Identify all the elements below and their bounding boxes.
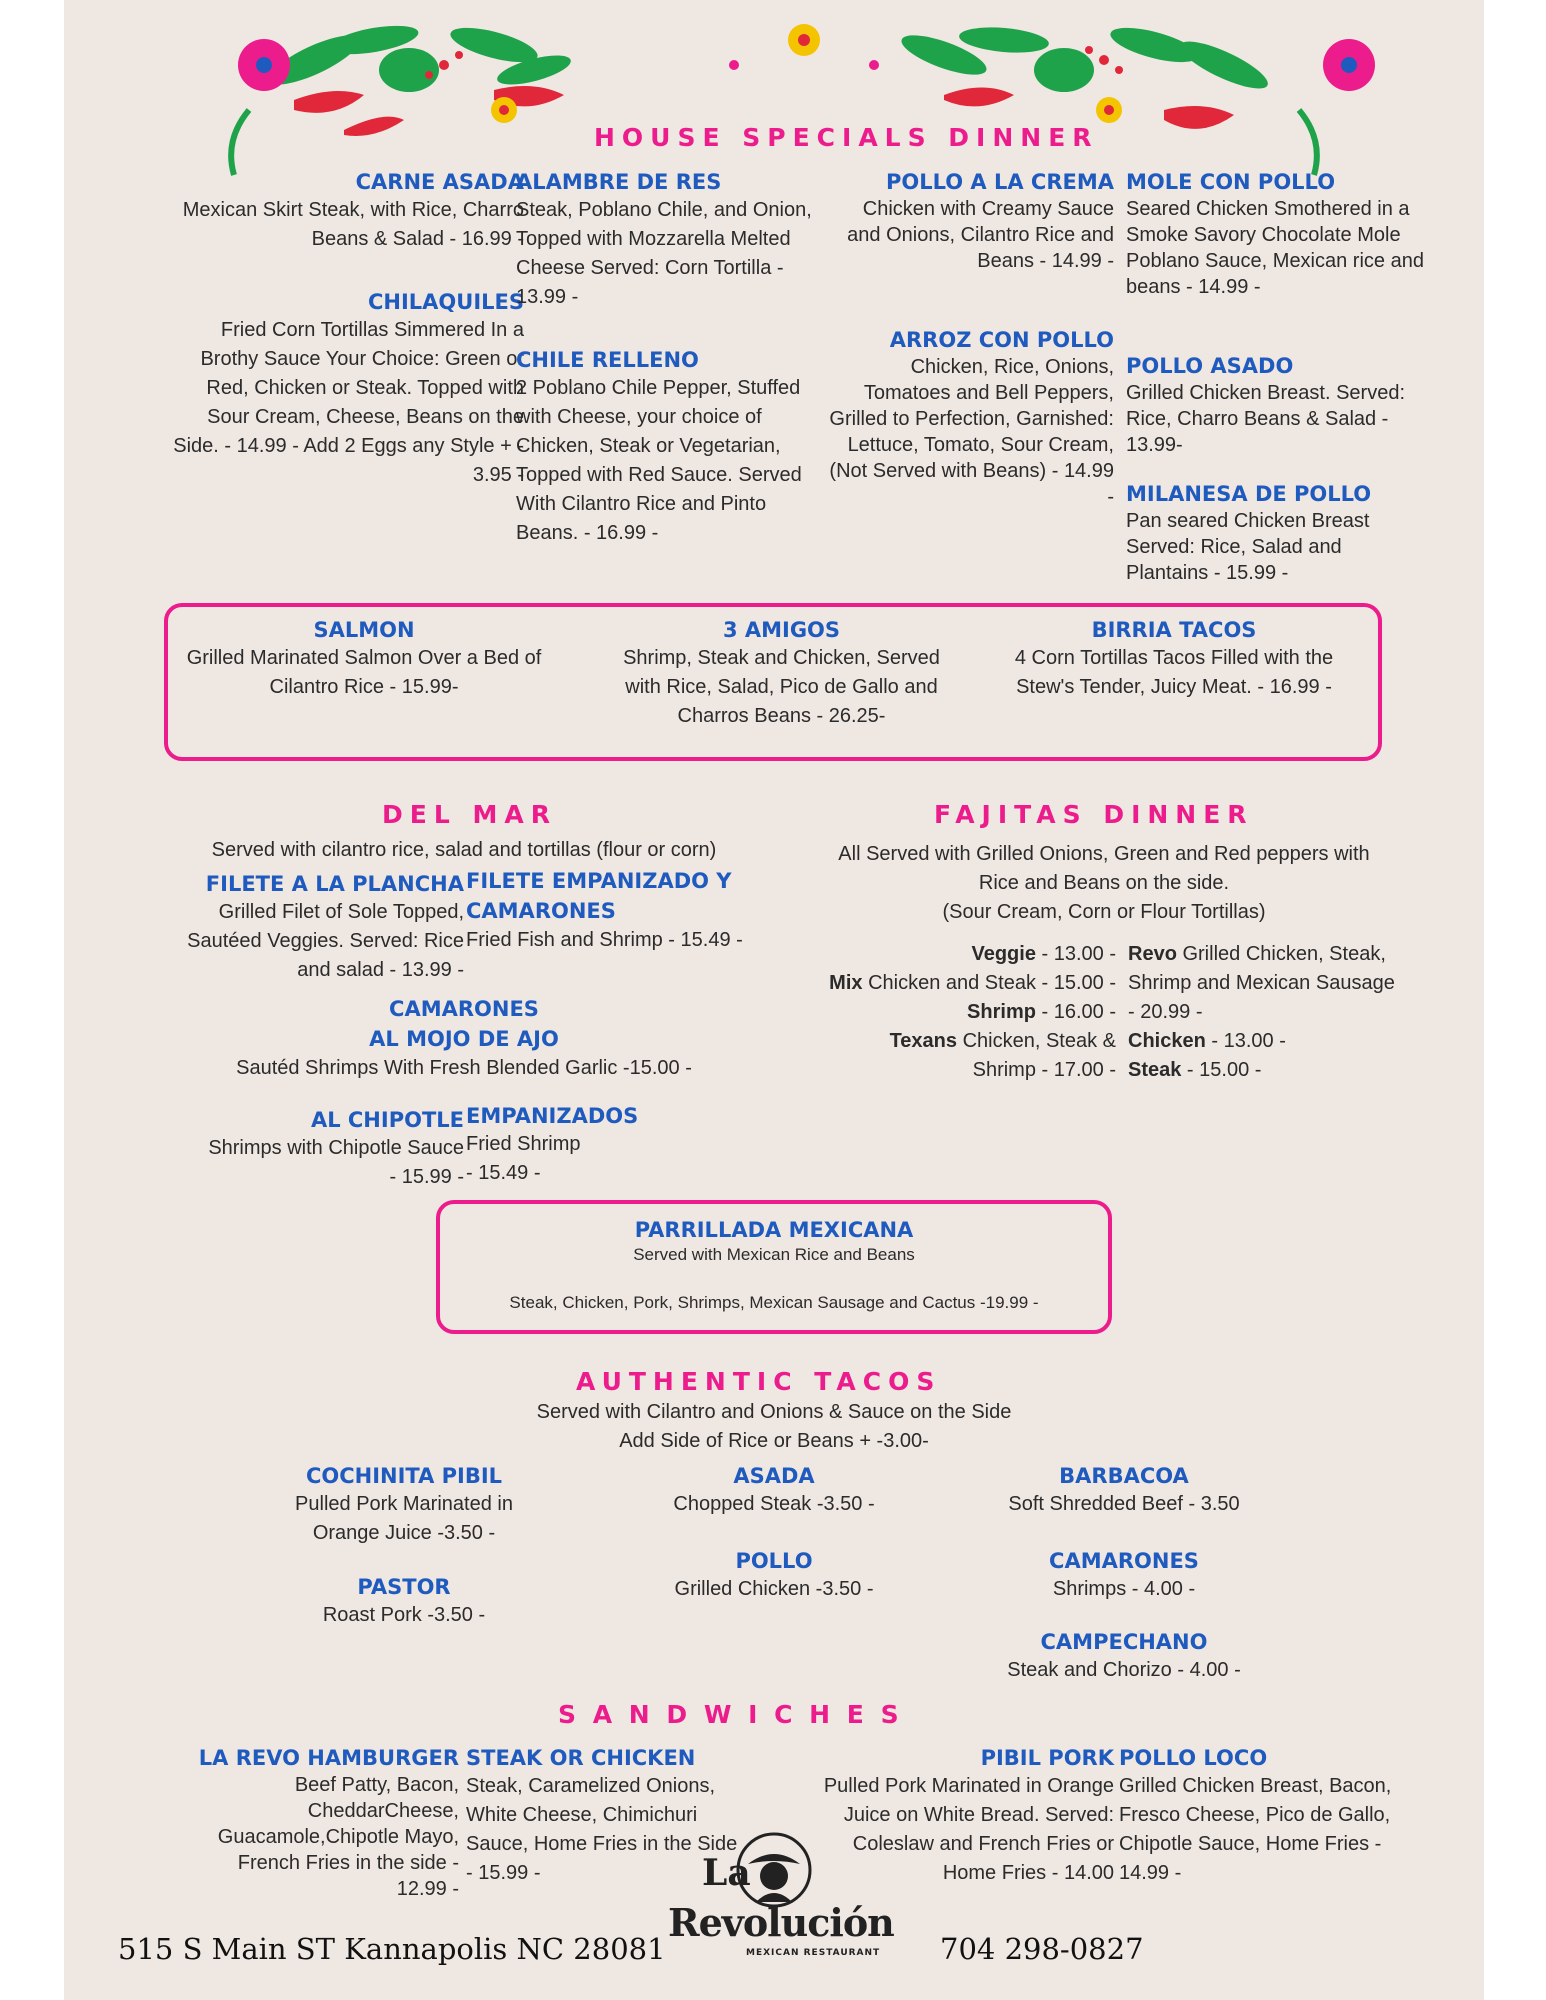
empanizados-name: EMPANIZADOS xyxy=(466,1104,639,1128)
logo-la-text: La xyxy=(702,1852,751,1894)
parrillada-name: PARRILLADA MEXICANA xyxy=(634,1218,914,1242)
salmon-name: SALMON xyxy=(313,618,415,642)
fajita-texans-name: Texans xyxy=(889,1030,958,1052)
fajitas-right-list xyxy=(1128,940,1428,1085)
taco-pastor-name: PASTOR xyxy=(357,1575,451,1599)
birria-desc: 4 Corn Tortillas Tacos Filled with the Stew's Tender, Juicy Meat. - 16.99 - xyxy=(1014,647,1334,698)
fajita-chicken xyxy=(1128,1027,1428,1056)
taco-camarones xyxy=(984,1547,1264,1604)
sandwich-hamburger-name: LA REVO HAMBURGER xyxy=(198,1746,459,1770)
birria-item xyxy=(1004,616,1344,702)
fajita-shrimp-name: Shrimp xyxy=(967,1001,1036,1023)
sandwich-hamburger xyxy=(184,1744,459,1902)
fajita-shrimp xyxy=(804,998,1116,1027)
taco-campechano-desc: Steak and Chorizo - 4.00 - xyxy=(1007,1659,1241,1681)
chile-relleno-item xyxy=(516,346,826,548)
chipotle-desc2: - 15.99 - xyxy=(389,1166,464,1188)
fajita-revo xyxy=(1128,940,1428,969)
carne-asada-item xyxy=(164,168,524,254)
fajita-chicken-price: - 13.00 - xyxy=(1205,1030,1286,1052)
footer-phone: 704 298-0827 xyxy=(940,1932,1144,1966)
fajitas-title: FAJITAS DINNER xyxy=(934,800,1254,829)
camarones-mojo-desc: Sautéd Shrimps With Fresh Blended Garlic -15.00 - xyxy=(236,1057,692,1079)
fajitas-intro-1: All Served with Grilled Onions, Green and Red peppers with xyxy=(838,843,1370,865)
fajita-revo-name: Revo xyxy=(1128,943,1177,965)
pollo-crema-item xyxy=(834,168,1114,274)
pollo-crema-name: POLLO A LA CREMA xyxy=(885,170,1114,194)
taco-pastor-desc: Roast Pork -3.50 - xyxy=(322,1604,486,1626)
filete-empanizado-desc: Fried Fish and Shrimp - 15.49 - xyxy=(466,929,743,951)
fajita-mix-name: Mix xyxy=(829,972,863,994)
taco-barbacoa-name: BARBACOA xyxy=(1059,1464,1189,1488)
fajita-texans xyxy=(804,1027,1116,1056)
parrillada-sub: Served with Mexican Rice and Beans xyxy=(633,1245,915,1264)
taco-pollo xyxy=(634,1547,914,1604)
amigos-item xyxy=(609,616,954,731)
arroz-pollo-item xyxy=(824,326,1114,510)
camarones-mojo-name2: AL MOJO DE AJO xyxy=(369,1027,559,1051)
sandwich-loco xyxy=(1119,1744,1409,1888)
logo-name-text: Revolución xyxy=(668,1900,894,1945)
chipotle-name: AL CHIPOTLE xyxy=(310,1108,464,1132)
salmon-desc: Grilled Marinated Salmon Over a Bed of Cilantro Rice - 15.99- xyxy=(186,647,542,698)
fajitas-intro xyxy=(784,840,1424,927)
empanizados-desc2: - 15.49 - xyxy=(466,1162,541,1184)
taco-camarones-name: CAMARONES xyxy=(1049,1549,1199,1573)
pollo-crema-desc: Chicken with Creamy Sauce and Onions, Cilantro Rice and Beans - 14.99 - xyxy=(847,198,1114,272)
fajita-steak-price: - 15.00 - xyxy=(1181,1059,1262,1081)
filete-empanizado-name: FILETE EMPANIZADO Y CAMARONES xyxy=(466,869,732,923)
fajita-veggie-price: - 13.00 - xyxy=(1035,943,1116,965)
taco-cochinita-desc1: Pulled Pork Marinated in xyxy=(295,1493,513,1515)
empanizados-desc1: Fried Shrimp xyxy=(466,1133,581,1155)
fajita-texans-line2: Shrimp - 17.00 - xyxy=(972,1059,1116,1081)
chipotle-desc1: Shrimps with Chipotle Sauce xyxy=(208,1137,464,1159)
filete-plancha-desc: Grilled Filet of Sole Topped, Sautéed Veggies. Served: Rice and salad - 13.99 - xyxy=(187,901,464,981)
taco-pastor xyxy=(264,1573,544,1630)
tacos-intro-2: Add Side of Rice or Beans + -3.00- xyxy=(619,1430,929,1452)
taco-pollo-desc: Grilled Chicken -3.50 - xyxy=(674,1578,874,1600)
arroz-pollo-name: ARROZ CON POLLO xyxy=(889,328,1114,352)
arroz-pollo-desc: Chicken, Rice, Onions, Tomatoes and Bell Peppers, Grilled to Perfection, Garnished: Lettuce, Tomato, Sour Cream, (Not Served with Beans) - 14.99 - xyxy=(829,356,1114,508)
camarones-mojo-item xyxy=(184,994,744,1083)
mole-name: MOLE CON POLLO xyxy=(1126,170,1336,194)
fajita-revo-line3: - 20.99 - xyxy=(1128,1001,1203,1023)
alambre-item xyxy=(516,168,821,312)
pollo-asado-name: POLLO ASADO xyxy=(1126,354,1294,378)
chilaquiles-name: CHILAQUILES xyxy=(367,290,524,314)
tacos-intro-1: Served with Cilantro and Onions & Sauce on the Side xyxy=(536,1401,1012,1423)
taco-asada-desc: Chopped Steak -3.50 - xyxy=(673,1493,875,1515)
house-specials-title: HOUSE SPECIALS DINNER xyxy=(594,123,1099,152)
fajita-veggie xyxy=(804,940,1116,969)
fajitas-intro-3: (Sour Cream, Corn or Flour Tortillas) xyxy=(942,901,1266,923)
filete-empanizado-item xyxy=(466,866,756,955)
sandwich-steak-desc: Steak, Caramelized Onions, White Cheese, Chimichuri Sauce, Home Fries in the Side - 15.99 - xyxy=(466,1775,738,1884)
taco-asada-name: ASADA xyxy=(733,1464,815,1488)
chipotle-item xyxy=(164,1106,464,1192)
sandwich-pibil-desc: Pulled Pork Marinated in Orange Juice on White Bread. Served: Coleslaw and French Fries or Home Fries - 14.00 xyxy=(823,1775,1114,1884)
fajitas-left-list xyxy=(804,940,1116,1085)
del-mar-intro: Served with cilantro rice, salad and tortillas (flour or corn) xyxy=(211,839,717,861)
mole-item xyxy=(1126,168,1426,300)
alambre-name: ALAMBRE DE RES xyxy=(516,170,722,194)
fajita-revo-desc1: Grilled Chicken, Steak, xyxy=(1176,943,1386,965)
tacos-title: AUTHENTIC TACOS xyxy=(576,1367,942,1396)
sandwich-steak-name: STEAK OR CHICKEN xyxy=(466,1746,696,1770)
del-mar-title: DEL MAR xyxy=(382,800,557,829)
milanesa-name: MILANESA DE POLLO xyxy=(1126,482,1372,506)
empanizados-item xyxy=(466,1102,726,1188)
salmon-item xyxy=(184,616,544,702)
chile-relleno-name: CHILE RELLENO xyxy=(516,348,699,372)
milanesa-desc: Pan seared Chicken Breast Served: Rice, Salad and Plantains - 15.99 - xyxy=(1126,510,1370,584)
fajita-steak xyxy=(1128,1056,1428,1085)
camarones-mojo-name1: CAMARONES xyxy=(389,997,539,1021)
taco-barbacoa-desc: Soft Shredded Beef - 3.50 xyxy=(1008,1493,1240,1515)
birria-name: BIRRIA TACOS xyxy=(1091,618,1257,642)
restaurant-logo xyxy=(664,1830,904,1970)
taco-barbacoa xyxy=(984,1462,1264,1519)
parrillada-item xyxy=(444,1216,1104,1317)
chilaquiles-desc: Fried Corn Tortillas Simmered In a Brothy Sauce Your Choice: Green or Red, Chicken or Steak. Topped with Sour Cream, Cheese, Beans on the Side. - 14.99 - Add 2 Eggs any Style + - 3.95 - xyxy=(173,319,524,486)
fajita-mix-desc: Chicken and Steak - 15.00 - xyxy=(862,972,1116,994)
floral-decoration xyxy=(64,0,1484,180)
taco-campechano xyxy=(984,1628,1264,1685)
tacos-intro xyxy=(444,1398,1104,1456)
fajita-texans-desc1: Chicken, Steak & xyxy=(957,1030,1116,1052)
taco-camarones-desc: Shrimps - 4.00 - xyxy=(1052,1578,1196,1600)
footer-address: 515 S Main ST Kannapolis NC 28081 xyxy=(118,1932,666,1966)
chilaquiles-item xyxy=(164,288,524,490)
taco-cochinita-name: COCHINITA PIBIL xyxy=(305,1464,503,1488)
fajita-revo-line2: Shrimp and Mexican Sausage xyxy=(1128,972,1395,994)
fajitas-intro-2: Rice and Beans on the side. xyxy=(978,872,1230,894)
mole-desc: Seared Chicken Smothered in a Smoke Savory Chocolate Mole Poblano Sauce, Mexican rice and beans - 14.99 - xyxy=(1126,198,1424,298)
sandwich-pibil-name: PIBIL PORK xyxy=(980,1746,1114,1770)
amigos-name: 3 AMIGOS xyxy=(722,618,841,642)
parrillada-desc: Steak, Chicken, Pork, Shrimps, Mexican Sausage and Cactus -19.99 - xyxy=(509,1293,1039,1312)
fajita-veggie-name: Veggie xyxy=(971,943,1036,965)
amigos-desc: Shrimp, Steak and Chicken, Served with Rice, Salad, Pico de Gallo and Charros Beans - 26.25- xyxy=(623,647,940,727)
carne-asada-desc: Mexican Skirt Steak, with Rice, Charro Beans & Salad - 16.99 - xyxy=(182,199,524,250)
taco-asada xyxy=(634,1462,914,1519)
sandwich-loco-name: POLLO LOCO xyxy=(1119,1746,1268,1770)
taco-cochinita-desc2: Orange Juice -3.50 - xyxy=(312,1522,496,1544)
menu-page xyxy=(64,0,1484,2000)
pollo-asado-desc: Grilled Chicken Breast. Served: Rice, Charro Beans & Salad - 13.99- xyxy=(1126,382,1406,456)
logo-subtitle: MEXICAN RESTAURANT xyxy=(746,1948,881,1958)
taco-cochinita xyxy=(264,1462,544,1548)
pollo-asado-item xyxy=(1126,352,1426,458)
fajita-shrimp-price: - 16.00 - xyxy=(1035,1001,1116,1023)
carne-asada-name: CARNE ASADA xyxy=(355,170,524,194)
filete-plancha-name: FILETE A LA PLANCHA xyxy=(205,872,464,896)
filete-plancha-item xyxy=(164,870,464,985)
fajita-chicken-name: Chicken xyxy=(1128,1030,1206,1052)
alambre-desc: Steak, Poblano Chile, and Onion, Topped with Mozzarella Melted Cheese Served: Corn Tortilla - 13.99 - xyxy=(516,199,812,308)
taco-pollo-name: POLLO xyxy=(735,1549,813,1573)
fajita-mix xyxy=(804,969,1116,998)
chile-relleno-desc: 2 Poblano Chile Pepper, Stuffed with Cheese, your choice of Chicken, Steak or Vegetarian, Topped with Red Sauce. Served With Cilantro Rice and Pinto Beans. - 16.99 - xyxy=(516,377,802,544)
sandwich-loco-desc: Grilled Chicken Breast, Bacon, Fresco Cheese, Pico de Gallo, Chipotle Sauce, Home Fries - 14.99 - xyxy=(1119,1775,1392,1884)
sandwich-hamburger-desc: Beef Patty, Bacon, CheddarCheese, Guacamole,Chipotle Mayo, French Fries in the side - 12.99 - xyxy=(217,1774,459,1900)
milanesa-item xyxy=(1126,480,1426,586)
taco-campechano-name: CAMPECHANO xyxy=(1040,1630,1208,1654)
fajita-steak-name: Steak xyxy=(1128,1059,1182,1081)
sandwiches-title: S A N D W I C H E S xyxy=(558,1700,903,1729)
